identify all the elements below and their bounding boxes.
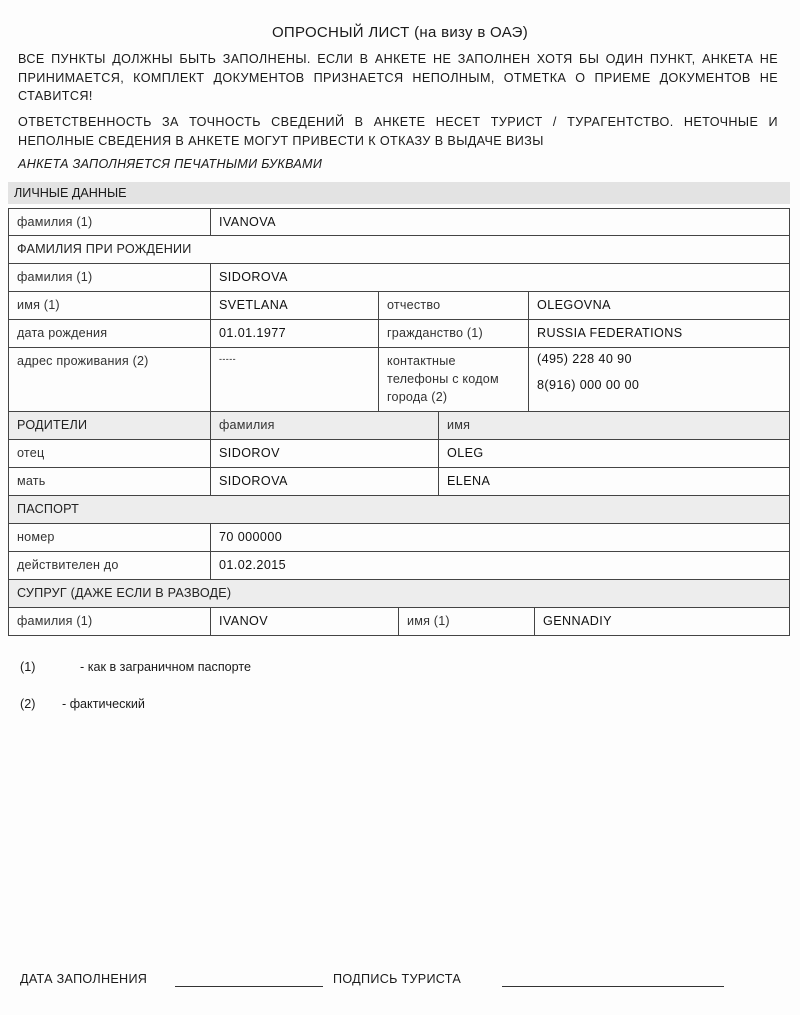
section-birth-row: [8, 236, 790, 264]
footnote-1-text: - как в заграничном паспорте: [80, 660, 252, 674]
mother-label: мать: [9, 468, 211, 495]
phone-1[interactable]: (495) 228 40 90: [537, 352, 632, 366]
passport-header-row: [8, 496, 790, 524]
birth-patronymic-label: отчество: [379, 292, 529, 319]
birth-citizenship-label: гражданство (1): [379, 320, 529, 347]
birth-name-label: имя (1): [9, 292, 211, 319]
birth-surname-row: [8, 264, 790, 292]
form-title: ОПРОСНЫЙ ЛИСТ (на визу в ОАЭ): [271, 24, 529, 41]
phone-2[interactable]: 8(916) 000 00 00: [537, 378, 640, 392]
birth-surname-field[interactable]: SIDOROVA: [219, 270, 288, 284]
section-personal-heading: ЛИЧНЫЕ ДАННЫЕ: [8, 182, 790, 204]
passport-valid-label: действителен до: [9, 552, 211, 579]
birth-phones-label: контактные телефоны с кодом города (2): [379, 348, 529, 411]
personal-surname-field[interactable]: IVANOVA: [219, 215, 276, 229]
mother-surname-field[interactable]: SIDOROVA: [211, 468, 439, 495]
birth-dob-field[interactable]: 01.01.1977: [211, 320, 379, 347]
section-birth-heading: ФАМИЛИЯ ПРИ РОЖДЕНИИ: [17, 242, 192, 256]
birth-address-field[interactable]: -----: [211, 348, 379, 411]
birth-dob-row: [8, 320, 790, 348]
birth-phones-field[interactable]: [529, 348, 789, 411]
warning-text: ВСЕ ПУНКТЫ ДОЛЖНЫ БЫТЬ ЗАПОЛНЕНЫ. ЕСЛИ В АНКЕТЕ НЕ ЗАПОЛНЕН ХОТЯ БЫ ОДИН ПУНКТ, АНКЕТА НЕ ПРИНИМАЕТСЯ, КОМПЛЕКТ ДОКУМЕНТОВ ПРИЗНАЕТСЯ НЕПОЛНЫМ, ОТМЕТКА О ПРИЕМЕ ДОКУМЕНТОВ НЕ СТАВИТСЯ!: [18, 52, 778, 103]
spouse-header-row: [8, 580, 790, 608]
passport-valid-field[interactable]: 01.02.2015: [219, 558, 287, 572]
birth-patronymic-field[interactable]: OLEGOVNA: [537, 298, 611, 312]
passport-number-field[interactable]: 70 000000: [219, 530, 283, 544]
birth-address-label: адрес проживания (2): [9, 348, 211, 411]
spouse-name-field[interactable]: GENNADIY: [543, 614, 612, 628]
footnote-2-num: (2): [20, 697, 36, 711]
footnote-1: [20, 660, 251, 674]
personal-surname-label: фамилия (1): [9, 209, 211, 235]
father-name-field[interactable]: OLEG: [447, 446, 484, 460]
birth-dob-label: дата рождения: [9, 320, 211, 347]
birth-address-row: [8, 348, 790, 412]
parents-col-name: имя: [447, 418, 471, 432]
parents-header-row: [8, 412, 790, 440]
father-surname-field[interactable]: SIDOROV: [211, 440, 439, 467]
signature-label: ПОДПИСЬ ТУРИСТА: [333, 972, 462, 986]
date-filled-line[interactable]: [175, 986, 323, 987]
birth-name-row: [8, 292, 790, 320]
birth-citizenship-field[interactable]: RUSSIA FEDERATIONS: [537, 326, 683, 340]
date-filled-label: ДАТА ЗАПОЛНЕНИЯ: [20, 972, 148, 986]
spouse-surname-field[interactable]: IVANOV: [211, 608, 399, 635]
birth-surname-label: фамилия (1): [9, 264, 211, 291]
spouse-name-label: имя (1): [399, 608, 535, 635]
birth-name-field[interactable]: SVETLANA: [211, 292, 379, 319]
footnote-1-num: (1): [20, 660, 36, 674]
father-row: [8, 440, 790, 468]
passport-number-row: [8, 524, 790, 552]
section-spouse-heading: СУПРУГ (ДАЖЕ ЕСЛИ В РАЗВОДЕ): [17, 586, 232, 600]
father-label: отец: [9, 440, 211, 467]
print-note: АНКЕТА ЗАПОЛНЯЕТСЯ ПЕЧАТНЫМИ БУКВАМИ: [18, 157, 323, 171]
section-passport-heading: ПАСПОРТ: [17, 502, 80, 516]
passport-number-label: номер: [9, 524, 211, 551]
footnote-2-text: - фактический: [62, 697, 145, 711]
mother-row: [8, 468, 790, 496]
personal-surname-row: [8, 208, 790, 236]
signature-line[interactable]: [502, 986, 724, 987]
parents-col-surname: фамилия: [211, 412, 439, 439]
spouse-row: [8, 608, 790, 636]
passport-valid-row: [8, 552, 790, 580]
spouse-surname-label: фамилия (1): [9, 608, 211, 635]
mother-name-field[interactable]: ELENA: [447, 474, 491, 488]
responsibility-text: ОТВЕТСТВЕННОСТЬ ЗА ТОЧНОСТЬ СВЕДЕНИЙ В АНКЕТЕ НЕСЕТ ТУРИСТ / ТУРАГЕНТСТВО. НЕТОЧНЫЕ И НЕПОЛНЫЕ СВЕДЕНИЯ В АНКЕТЕ МОГУТ ПРИВЕСТИ К ОТКАЗУ В ВЫДАЧЕ ВИЗЫ: [18, 115, 778, 148]
section-parents-heading: РОДИТЕЛИ: [9, 412, 211, 439]
footnote-2: [20, 697, 145, 711]
